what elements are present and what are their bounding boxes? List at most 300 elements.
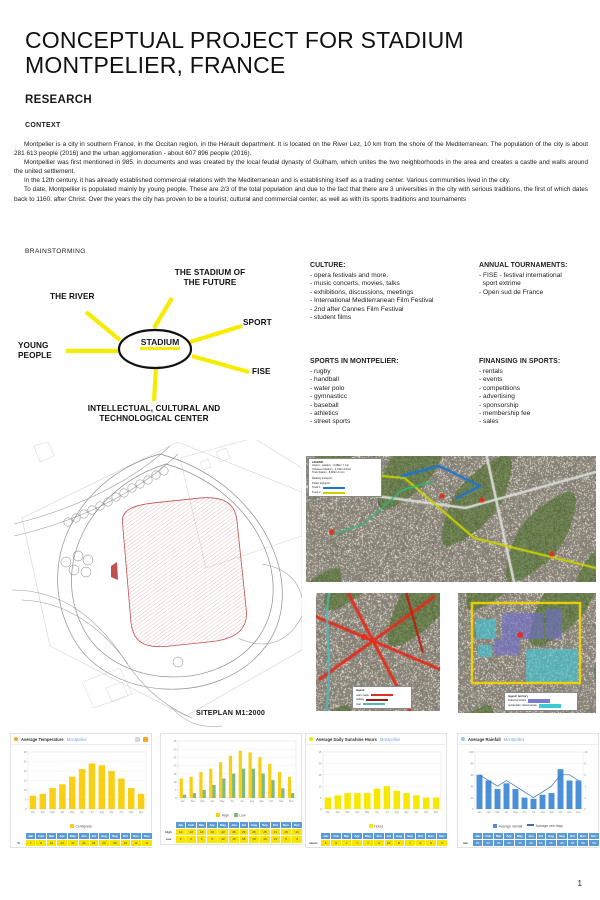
list-item: - International Mediterranean Film Festival: [310, 297, 434, 305]
legend-entry-label: Hours: [374, 824, 384, 829]
list-item: - exhibitions, discussions, meetings: [310, 288, 414, 296]
legend-entry-label: Track 2: [312, 490, 321, 494]
table-column-header: Dec: [142, 832, 153, 839]
table-cell: 16: [120, 839, 130, 846]
table-cell: 6: [331, 839, 342, 846]
legend-swatch: [369, 824, 373, 828]
svg-text:Oct: Oct: [558, 811, 563, 814]
table-column-header: Jan: [321, 832, 331, 839]
legend-entry-label: Average rainfall: [498, 824, 523, 829]
map-zoning[interactable]: [458, 593, 596, 713]
siteplan-drawing: [10, 440, 302, 730]
table-cell: 50: [589, 839, 600, 846]
table-cell: 17: [67, 839, 78, 846]
svg-text:0: 0: [472, 808, 474, 812]
svg-text:20: 20: [470, 796, 474, 800]
legend-swatch: [216, 813, 220, 817]
table-column-header: Dec: [437, 832, 448, 839]
table-column-header: Aug: [248, 821, 259, 828]
table-cell: 7: [352, 839, 362, 846]
svg-text:Sep: Sep: [404, 811, 409, 814]
svg-text:15: 15: [173, 772, 177, 776]
svg-text:Jun: Jun: [80, 811, 85, 814]
legend-swatch: [371, 694, 393, 696]
table-cell: 5: [321, 839, 331, 846]
table-cell: 29: [239, 828, 248, 835]
chart-card-average-temperature[interactable]: [10, 733, 152, 848]
info-column-tournaments: [479, 262, 599, 297]
legend-line: Train Station - 8,80km 9 min: [312, 471, 345, 475]
table-cell: 7: [405, 839, 416, 846]
table-column-header: Aug: [98, 832, 109, 839]
svg-text:0: 0: [320, 808, 322, 812]
node-intellectual-center: [56, 404, 252, 424]
list-item: - FISE - festival international: [479, 271, 562, 279]
legend-entry: [356, 698, 408, 701]
info-column-culture: [310, 262, 475, 322]
table-column-header: Dec: [589, 832, 600, 839]
table-cell: 2: [176, 836, 186, 843]
svg-text:25: 25: [23, 760, 27, 764]
title-line-2: MONTPELIER, FRANCE: [25, 52, 286, 78]
table-column-header: Sep: [260, 821, 271, 828]
table-cell: 25: [260, 828, 271, 835]
svg-text:Mar: Mar: [495, 811, 500, 814]
svg-text:Mar: Mar: [200, 800, 205, 803]
info-column-financing: [479, 358, 599, 427]
table-column-header: Sep: [110, 832, 121, 839]
svg-text:Jun: Jun: [522, 811, 527, 814]
legend-entry: [493, 824, 522, 829]
list-item: - 2nd after Cannes Film Festival: [310, 305, 404, 313]
node-stadium-of-the-future: [154, 268, 266, 288]
table-cell: 15: [260, 836, 271, 843]
chart-title: Average Daily Sunshine Hours: [316, 736, 377, 742]
table-column-header: Jan: [176, 821, 186, 828]
table-column-header: Oct: [120, 832, 130, 839]
node-fise-label: FISE: [252, 367, 271, 376]
list-item: - advertising: [479, 393, 515, 401]
svg-text:Jun: Jun: [375, 811, 380, 814]
legend-entry: [527, 824, 563, 828]
zoning-map-legend: [504, 692, 578, 711]
chart-legend: [11, 823, 151, 832]
table-cell: 70: [567, 839, 577, 846]
legend-entry-label: railway: [356, 698, 365, 702]
table-cell: 6: [280, 836, 291, 843]
svg-text:Apr: Apr: [355, 811, 360, 814]
legend-line: Railway transport: [312, 476, 333, 480]
chart-data-table: [161, 821, 303, 844]
chart-header: [458, 734, 598, 745]
node-sport-label: SPORT: [243, 318, 272, 327]
list-item: - competitions: [479, 384, 521, 392]
table-column-header: Jul: [239, 821, 248, 828]
table-column-header: May: [514, 832, 525, 839]
svg-text:20: 20: [318, 762, 322, 766]
table-column-header: Oct: [567, 832, 577, 839]
table-column-header: May: [362, 832, 373, 839]
table-column-header: Aug: [393, 832, 404, 839]
table-cell: 21: [270, 828, 280, 835]
legend-entry: [369, 824, 384, 829]
list-item: - water polo: [310, 384, 345, 392]
table-corner: [12, 832, 26, 839]
list-item: - sponsorship: [479, 401, 519, 409]
chart-header: [306, 734, 446, 745]
svg-text:5: 5: [25, 798, 27, 802]
map-aerial-transport[interactable]: [306, 456, 596, 582]
road-map-legend: [352, 686, 412, 709]
table-cell: 8: [142, 839, 153, 846]
chart-header: [11, 734, 151, 745]
section-heading-brainstorming: BRAINSTORMING: [25, 248, 86, 255]
table-row: [162, 836, 303, 843]
table-column-header: Feb: [483, 832, 494, 839]
table-cell: 11: [270, 836, 280, 843]
table-cell: 45: [504, 839, 514, 846]
svg-text:Oct: Oct: [269, 800, 274, 803]
table-column-header: Nov: [130, 832, 141, 839]
table-corner: [162, 821, 176, 828]
table-column-header: Aug: [545, 832, 556, 839]
page-title: [25, 28, 464, 78]
svg-text:Dec: Dec: [433, 811, 439, 814]
ray-stadium-future: [154, 298, 172, 328]
table-row-label: Hours: [307, 839, 321, 846]
legend-swatch: [70, 824, 74, 828]
svg-text:Jul: Jul: [531, 811, 536, 814]
legend-entry: [234, 813, 246, 818]
legend-swatch: [366, 699, 388, 701]
chart-data-table: [306, 832, 448, 848]
table-column-header: Jun: [374, 832, 385, 839]
center-node-text: STADIUM: [140, 337, 180, 347]
table-column-header: Mar: [493, 832, 504, 839]
table-column-header: Jan: [473, 832, 483, 839]
ray-the-river: [86, 312, 120, 340]
table-cell: 50: [577, 839, 588, 846]
table-row-label: High: [162, 828, 176, 835]
chart-legend: [458, 823, 598, 832]
node-the-river: [50, 292, 95, 302]
svg-text:0: 0: [175, 797, 177, 801]
table-cell: 35: [493, 839, 504, 846]
table-column-header: Oct: [270, 821, 280, 828]
svg-text:Oct: Oct: [119, 811, 124, 814]
ray-intellectual-center: [154, 368, 156, 401]
table-cell: 3: [292, 836, 303, 843]
table-corner: [307, 832, 321, 839]
legend-entry-label: High: [221, 813, 229, 818]
svg-text:Aug: Aug: [540, 811, 545, 814]
svg-text:Feb: Feb: [335, 811, 340, 814]
table-row: [162, 828, 303, 835]
legend-swatch: [528, 699, 550, 703]
table-row-label: Low: [162, 836, 176, 843]
table-row: [459, 839, 600, 846]
svg-text:Dec: Dec: [576, 811, 581, 814]
table-cell: 24: [89, 839, 98, 846]
svg-text:Nov: Nov: [567, 811, 572, 814]
list-item: - athletics: [310, 409, 339, 417]
center-node-label: [122, 337, 198, 347]
context-paragraph-1: Montpelier is a city in southern France, in the Occitan region, in the Hérault department. It is located on the River Lez, 10 km from the shore of the Mediterranean. The population of the city is about 281 613 people (2016) and the urban agglomeration - about 607 896 people (2016).: [14, 141, 588, 158]
svg-text:Jun: Jun: [230, 800, 235, 803]
ray-fise: [192, 356, 249, 372]
svg-text:Apr: Apr: [210, 800, 215, 803]
svg-text:Feb: Feb: [486, 811, 491, 814]
list-item: - rugby: [310, 367, 331, 375]
svg-text:15: 15: [23, 779, 27, 783]
tournaments-list: [479, 272, 599, 297]
table-cell: 3: [186, 836, 197, 843]
legend-entry-route-1: [312, 486, 378, 489]
table-cell: 15: [229, 836, 240, 843]
svg-text:25: 25: [318, 751, 322, 755]
svg-text:Jan: Jan: [477, 811, 482, 814]
svg-text:Aug: Aug: [394, 811, 399, 814]
node-stadium-future-line-1: THE STADIUM OF: [174, 268, 246, 277]
chart-plot-area: [306, 745, 446, 823]
svg-text:Sep: Sep: [259, 800, 264, 803]
table-cell: 20: [526, 839, 537, 846]
sports-list: [310, 368, 475, 427]
table-cell: 11: [46, 839, 57, 846]
context-text: [14, 140, 588, 204]
table-cell: 16: [280, 828, 291, 835]
svg-text:5: 5: [320, 796, 322, 800]
node-sport: [243, 318, 272, 328]
section-heading-context: CONTEXT: [25, 122, 61, 129]
table-header-row: [162, 821, 303, 828]
legend-swatch: [323, 487, 345, 489]
table-column-header: Nov: [577, 832, 588, 839]
list-item: - student films: [310, 313, 352, 321]
table-cell: 28: [248, 828, 259, 835]
section-heading-research: RESEARCH: [25, 94, 92, 106]
list-item: - Open sud de France: [479, 288, 544, 296]
chart-location: Montpellier: [379, 736, 401, 742]
svg-text:35: 35: [173, 740, 177, 744]
list-item: - rentals: [479, 367, 503, 375]
node-young-people-line-2: PEOPLE: [18, 351, 52, 360]
table-cell: 18: [248, 836, 259, 843]
list-item: - opera festivals and more.: [310, 271, 389, 279]
chart-menu-button[interactable]: [135, 737, 140, 742]
chart-data-table-wrap: [161, 821, 301, 844]
legend-entry-label: Average rain days: [535, 824, 563, 829]
svg-text:60: 60: [470, 774, 474, 777]
svg-text:Nov: Nov: [279, 800, 284, 803]
svg-text:Dec: Dec: [138, 811, 144, 814]
chart-card-average-daily-sunshine-hours[interactable]: [305, 733, 447, 848]
table-column-header: Jul: [536, 832, 545, 839]
svg-text:5: 5: [175, 789, 177, 793]
table-column-header: Sep: [557, 832, 568, 839]
table-cell: 5: [196, 836, 207, 843]
svg-text:Jul: Jul: [385, 811, 389, 814]
table-cell: 7: [26, 839, 36, 846]
culture-heading: CULTURE:: [310, 262, 346, 269]
table-cell: 13: [186, 828, 197, 835]
svg-text:0: 0: [25, 808, 27, 812]
table-cell: 6: [415, 839, 425, 846]
chart-plot-area: [161, 734, 301, 812]
svg-text:2: 2: [584, 796, 586, 800]
chart-location: Montpellier: [503, 736, 525, 742]
svg-text:25: 25: [173, 756, 177, 760]
legend-line-swatch: [527, 824, 534, 825]
legend-line: Odyseeu Stadium - 4,19km 10min: [312, 467, 352, 471]
table-cell: 5: [425, 839, 436, 846]
node-intellectual-center-line-2: TECHNOLOGICAL CENTER: [99, 414, 209, 423]
legend-entry-label: industrial works: [508, 699, 526, 703]
legend-entry: [508, 699, 574, 703]
table-cell: 60: [473, 839, 483, 846]
chart-plot-area: [11, 745, 151, 823]
list-item: - events: [479, 376, 503, 384]
chart-card-average-high-low-temperature[interactable]: [160, 733, 302, 845]
stadium-entrance-marker: [111, 562, 118, 580]
table-cell: 5: [437, 839, 448, 846]
chart-legend: [306, 823, 446, 832]
legend-title: legend: [356, 689, 365, 693]
svg-text:Nov: Nov: [424, 811, 429, 814]
table-column-header: Jul: [89, 832, 98, 839]
legend-swatch: [539, 704, 561, 708]
svg-text:Oct: Oct: [414, 811, 419, 814]
table-cell: 8: [36, 839, 47, 846]
chart-data-table: [458, 832, 600, 848]
financing-heading: FINANSING IN SPORTS:: [479, 358, 561, 365]
legend-entry: [508, 704, 574, 708]
table-row-label: °C: [12, 839, 26, 846]
table-cell: 22: [217, 828, 228, 835]
map-road-network[interactable]: [316, 593, 440, 711]
svg-text:15: 15: [318, 774, 322, 777]
list-item: sport extrime: [479, 280, 521, 288]
table-cell: 12: [176, 828, 186, 835]
table-cell: 25: [545, 839, 556, 846]
table-cell: 18: [239, 836, 248, 843]
chart-card-average-rainfall[interactable]: [457, 733, 599, 848]
chart-legend: [161, 812, 301, 821]
page-number: 1: [577, 879, 582, 888]
table-cell: 13: [57, 839, 67, 846]
svg-text:100: 100: [469, 751, 474, 755]
chart-icon: [309, 737, 313, 741]
brainstorming-diagram: [14, 258, 306, 438]
context-paragraph-4: To date, Montpellier is populated mainly by young people. These are 2/3 of the total population and due to the fact that there are 3 universities in the city with serious traditions, the first of which dates back to 1160. after Christ. Over the years the city has proven to be a tourist, cultural and commercial center, as well as with its sports traditions and tournaments: [14, 186, 588, 203]
svg-text:May: May: [219, 800, 225, 803]
svg-text:Dec: Dec: [288, 800, 294, 803]
info-column-sports: [310, 358, 475, 427]
table-cell: 7: [341, 839, 352, 846]
node-intellectual-center-line-1: INTELLECTUAL, CULTURAL AND: [87, 404, 221, 413]
svg-text:Jan: Jan: [180, 800, 185, 803]
chart-title: Average Rainfall: [468, 736, 501, 742]
svg-text:Feb: Feb: [190, 800, 195, 803]
list-item: - sales: [479, 418, 499, 426]
legend-entry-label: residential / closed areas: [508, 704, 537, 708]
legend-entry-label: main roads: [356, 693, 369, 697]
legend-entry: [356, 694, 408, 697]
list-item: - music concerts, movies, talks: [310, 280, 400, 288]
chart-data-table-wrap: [306, 832, 446, 848]
chart-plot-area: [458, 745, 598, 823]
table-cell: 8: [207, 836, 217, 843]
culture-list: [310, 272, 475, 322]
table-column-header: Feb: [331, 832, 342, 839]
table-cell: 16: [196, 828, 207, 835]
table-header-row: [12, 832, 153, 839]
list-item: - baseball: [310, 401, 339, 409]
legend-swatch: [323, 492, 345, 494]
table-column-header: Feb: [186, 821, 197, 828]
context-paragraph-2: Montpellier was first mentioned in 985. in documents and was created by the local feudal dynasty of Guilham, which unites the two neighborhoods in the area and creates a castle and walls around the united settlement.: [14, 159, 588, 176]
svg-text:10: 10: [173, 780, 177, 784]
table-column-header: Nov: [280, 821, 291, 828]
table-column-header: Jun: [229, 821, 240, 828]
table-column-header: Apr: [352, 832, 362, 839]
table-column-header: Nov: [425, 832, 436, 839]
svg-text:Jan: Jan: [30, 811, 35, 814]
svg-text:8: 8: [584, 762, 586, 766]
legend-title: legend: territory: [508, 694, 528, 698]
table-column-header: Apr: [57, 832, 67, 839]
table-cell: 13: [292, 828, 303, 835]
node-the-river-label: THE RIVER: [50, 292, 95, 301]
table-cell: 35: [514, 839, 525, 846]
table-cell: 18: [207, 828, 217, 835]
node-young-people-line-1: YOUNG: [18, 341, 49, 350]
legend-entry: [70, 824, 92, 829]
list-item: - gymnasticc: [310, 393, 348, 401]
svg-text:Jan: Jan: [325, 811, 330, 814]
tournaments-heading: ANNUAL TOURNAMENTS:: [479, 262, 568, 269]
svg-text:May: May: [513, 811, 518, 814]
table-column-header: Sep: [405, 832, 416, 839]
svg-text:Mar: Mar: [345, 811, 350, 814]
table-column-header: Mar: [196, 821, 207, 828]
table-cell: 12: [217, 836, 228, 843]
table-cell: 9: [374, 839, 385, 846]
svg-text:30: 30: [23, 751, 27, 755]
aerial-map-legend: [308, 458, 382, 497]
context-paragraph-3: In the 12th century. it has already established commercial relations with the Mediterranean and is establishing itself as a trading center. Various communities lived in the city.: [24, 177, 511, 185]
chart-settings-button[interactable]: [143, 737, 148, 742]
chart-data-table-wrap: [458, 832, 598, 848]
table-column-header: Dec: [292, 821, 303, 828]
svg-text:10: 10: [318, 785, 322, 789]
table-column-header: Mar: [46, 832, 57, 839]
svg-text:May: May: [364, 811, 370, 814]
svg-text:80: 80: [470, 762, 474, 766]
legend-swatch: [493, 824, 497, 828]
stadium-footprint: [119, 494, 249, 649]
table-cell: 18: [536, 839, 545, 846]
svg-text:Feb: Feb: [40, 811, 45, 814]
legend-entry-label: Track 1: [312, 486, 321, 490]
svg-text:Apr: Apr: [504, 811, 509, 814]
svg-text:10: 10: [23, 789, 27, 793]
legend-entry: [216, 813, 228, 818]
table-column-header: Feb: [36, 832, 47, 839]
table-column-header: Oct: [415, 832, 425, 839]
svg-text:10: 10: [584, 751, 588, 755]
svg-text:Jul: Jul: [90, 811, 94, 814]
